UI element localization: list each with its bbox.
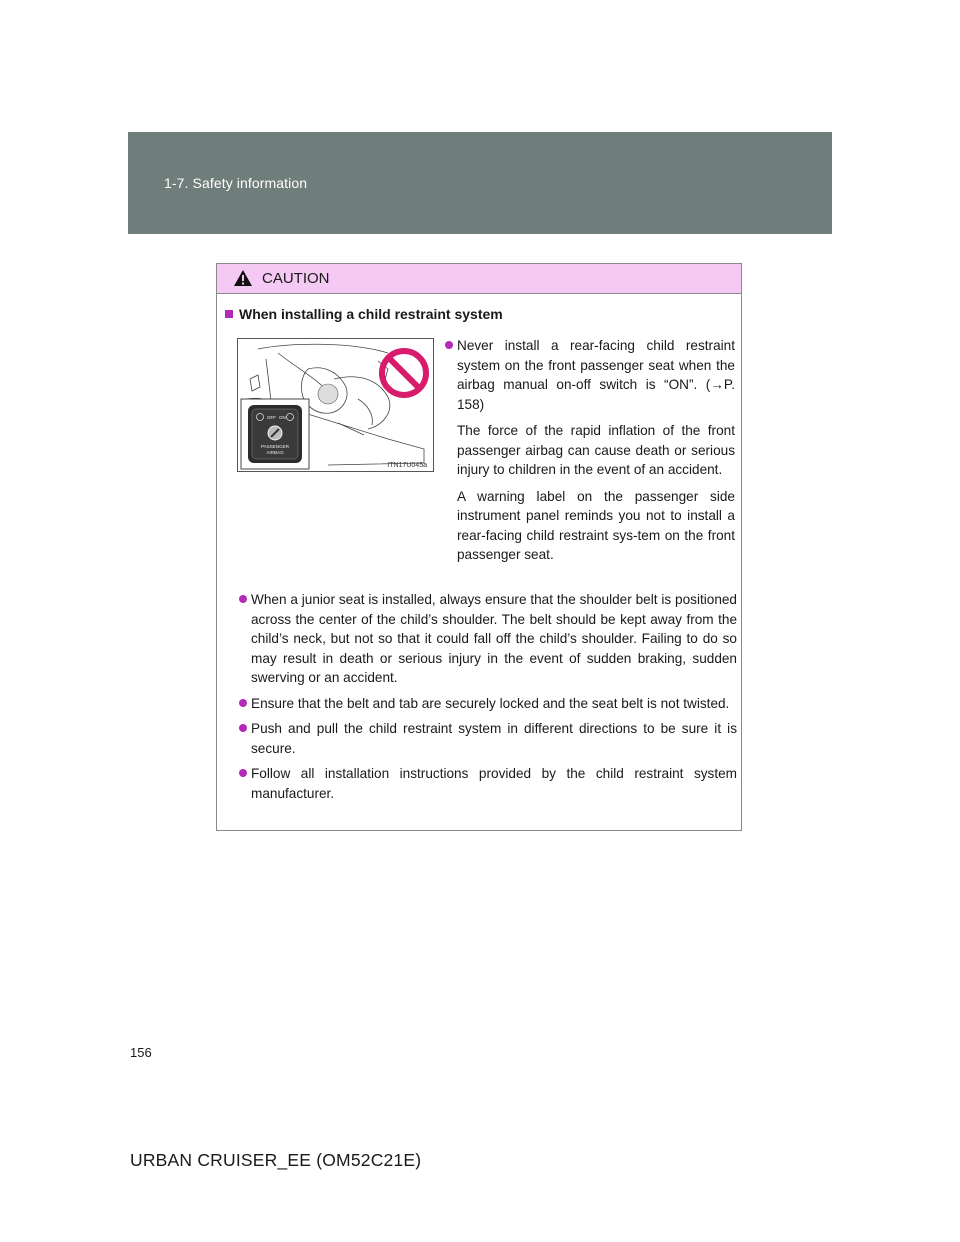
list-item: Follow all installation instructions provided by the child restraint system manufacturer.: [239, 764, 737, 803]
svg-text:AIRBAG: AIRBAG: [266, 450, 284, 455]
car-interior-drawing: [238, 339, 434, 472]
warning-triangle-icon: [233, 269, 253, 287]
list-item: When a junior seat is installed, always ensure that the shoulder belt is positioned across the center of the child’s shoulder. The belt should be kept away from the child’s neck, but not so that it could fall off the child’s shoulder. Failing to do so may result in death or serious injury in the event of sudden braking, sudden swerving or an accident.: [239, 590, 737, 688]
caution-box: [216, 263, 742, 831]
square-bullet-icon: [225, 310, 233, 318]
list-item: Push and pull the child restraint system in different directions to be sure it is secure.: [239, 719, 737, 758]
illustration-code: ITN17U045a: [387, 462, 427, 469]
svg-text:ON: ON: [279, 415, 286, 420]
rear-facing-warning: [445, 336, 735, 565]
caution-subheading: [225, 306, 503, 322]
list-item: Never install a rear-facing child restraint system on the front passenger seat when the airbag manual on-off switch is “ON”. (→P. 158): [445, 336, 735, 414]
document-footer: URBAN CRUISER_EE (OM52C21E): [130, 1150, 422, 1170]
page-number: 156: [130, 1045, 152, 1060]
caution-label: CAUTION: [262, 270, 330, 287]
svg-text:OFF: OFF: [267, 415, 276, 420]
subheading-text: When installing a child restraint system: [239, 306, 503, 322]
caution-bullet-list: [239, 590, 737, 809]
svg-text:PASSENGER: PASSENGER: [260, 444, 290, 449]
paragraph: The force of the rapid inflation of the front passenger airbag can cause death or serious injury to children in the event of an accident.: [457, 423, 735, 477]
header-band: [128, 132, 832, 234]
list-item: Ensure that the belt and tab are securely locked and the seat belt is not twisted.: [239, 694, 737, 714]
paragraph: A warning label on the passenger side instrument panel reminds you not to install a rear-facing child restraint sys-tem on the front passenger seat.: [457, 488, 735, 562]
section-title: 1-7. Safety information: [164, 175, 308, 191]
caution-header: [217, 264, 741, 294]
airbag-illustration: [237, 338, 434, 472]
